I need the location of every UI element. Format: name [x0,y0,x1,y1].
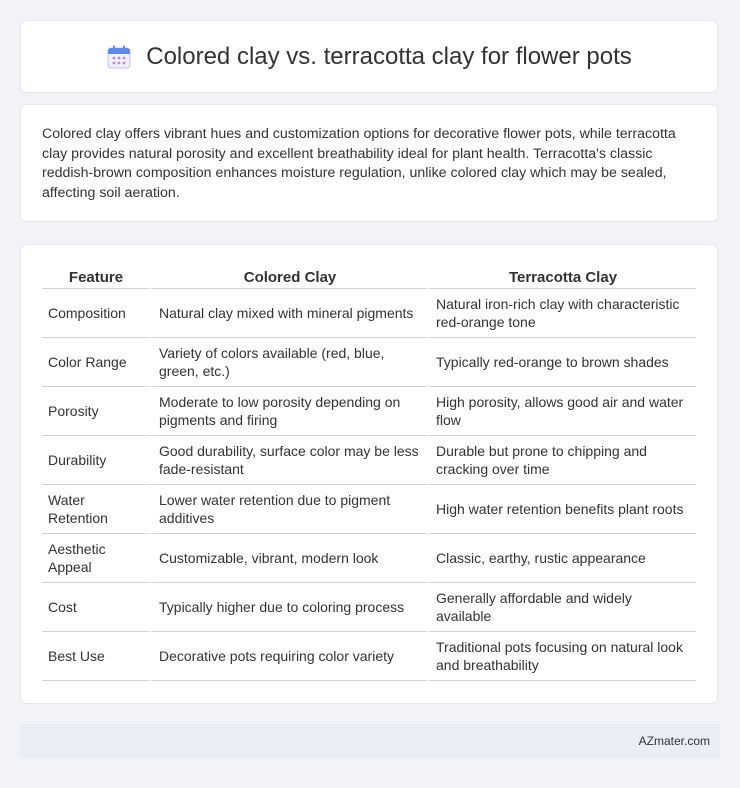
terracotta-clay-cell: Durable but prone to chipping and cracking over time [427,436,696,485]
intro-card [20,104,718,222]
colored-clay-cell: Natural clay mixed with mineral pigments [150,289,427,338]
table-row [42,485,696,534]
colored-clay-cell: Good durability, surface color may be less fade-resistant [150,436,427,485]
terracotta-clay-cell: Natural iron-rich clay with characteristic red-orange tone [427,289,696,338]
feature-cell: Best Use [42,632,150,681]
comparison-table [42,265,696,681]
colored-clay-cell: Customizable, vibrant, modern look [150,534,427,583]
feature-cell: Porosity [42,387,150,436]
feature-cell: Composition [42,289,150,338]
table-row [42,387,696,436]
terracotta-clay-cell: High water retention benefits plant roots [427,485,696,534]
colored-clay-cell: Lower water retention due to pigment additives [150,485,427,534]
feature-cell: Cost [42,583,150,632]
terracotta-clay-cell: Classic, earthy, rustic appearance [427,534,696,583]
colored-clay-cell: Decorative pots requiring color variety [150,632,427,681]
table-row [42,632,696,681]
feature-cell: Water Retention [42,485,150,534]
colored-clay-cell: Moderate to low porosity depending on pigments and firing [150,387,427,436]
footer-site-link[interactable]: AZmater.com [638,734,710,748]
calendar-icon [106,44,132,70]
title-card [20,20,718,93]
terracotta-clay-cell: Traditional pots focusing on natural look and breathability [427,632,696,681]
feature-cell: Color Range [42,338,150,387]
table-row [42,436,696,485]
column-header-colored-clay: Colored Clay [150,265,427,289]
footer-bar [20,724,720,758]
comparison-card [20,244,718,704]
page-title: Colored clay vs. terracotta clay for flower pots [146,42,632,70]
terracotta-clay-cell: High porosity, allows good air and water flow [427,387,696,436]
terracotta-clay-cell: Typically red-orange to brown shades [427,338,696,387]
table-header-row [42,265,696,289]
table-row [42,289,696,338]
column-header-feature: Feature [42,265,150,289]
colored-clay-cell: Variety of colors available (red, blue, green, etc.) [150,338,427,387]
feature-cell: Durability [42,436,150,485]
table-row [42,338,696,387]
table-row [42,583,696,632]
column-header-terracotta-clay: Terracotta Clay [427,265,696,289]
intro-paragraph: Colored clay offers vibrant hues and customization options for decorative flower pots, while terracotta clay provides natural porosity and excellent breathability ideal for plant health. Terracotta's classic reddish-brown composition enhances moisture regulation, unlike colored clay which may be sealed, affecting soil aeration. [42,126,676,201]
terracotta-clay-cell: Generally affordable and widely available [427,583,696,632]
table-row [42,534,696,583]
feature-cell: Aesthetic Appeal [42,534,150,583]
colored-clay-cell: Typically higher due to coloring process [150,583,427,632]
